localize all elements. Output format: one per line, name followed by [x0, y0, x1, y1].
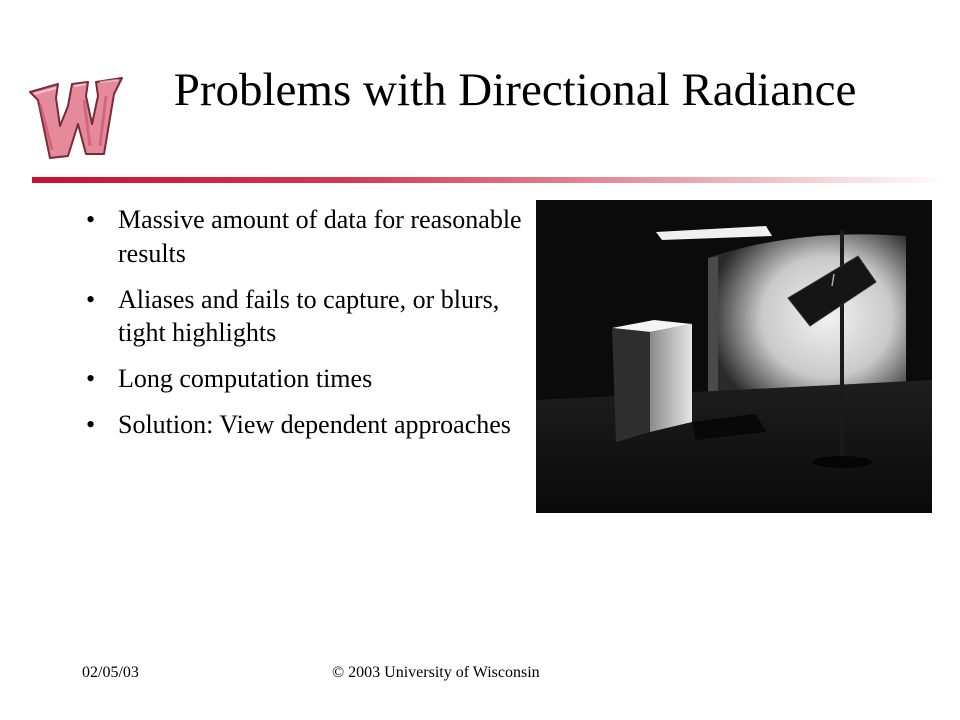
bullet-item: • Solution: View dependent approaches [86, 408, 526, 442]
rendered-scene-image [536, 200, 932, 513]
footer-copyright: © 2003 University of Wisconsin [332, 664, 540, 681]
bullet-item: • Aliases and fails to capture, or blurs, tight highlights [86, 283, 526, 351]
footer-date: 02/05/03 [82, 664, 139, 681]
bullet-item: • Long computation times [86, 362, 526, 396]
bullet-list [86, 203, 526, 454]
wisconsin-w-logo-icon [22, 70, 126, 166]
bullet-item: • Massive amount of data for reasonable results [86, 203, 526, 271]
title-divider [32, 177, 947, 183]
slide-title: Problems with Directional Radiance [173, 64, 857, 116]
